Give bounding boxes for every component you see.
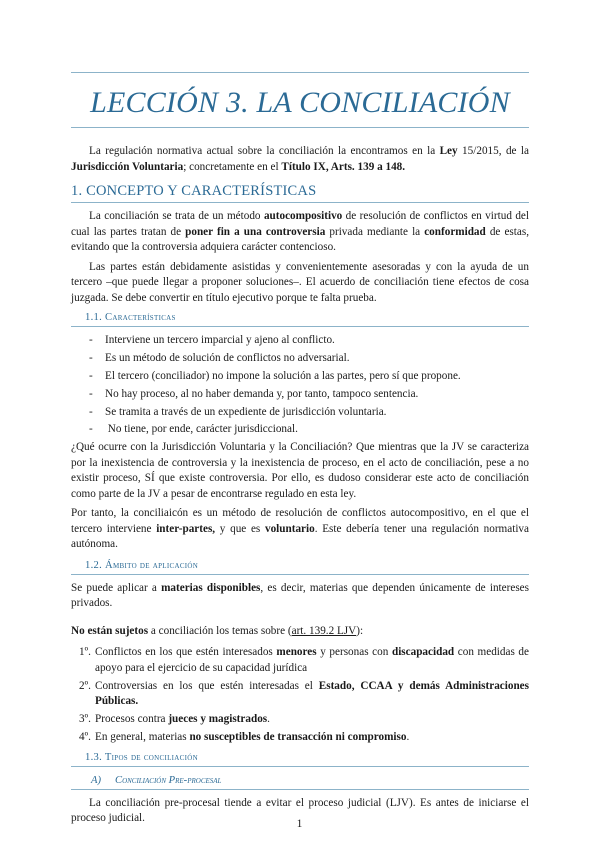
page-content	[71, 72, 529, 831]
list-number: 3º.	[79, 713, 91, 726]
text-run: ):	[356, 624, 364, 637]
list-item	[71, 730, 529, 746]
characteristics-list	[71, 333, 529, 438]
text-run: y personas con	[316, 646, 392, 659]
bold-run: materias disponibles	[161, 581, 261, 594]
text-run: , es decir, materias que dependen únicamente de intereses privados.	[71, 581, 529, 610]
bold-run: Jurisdicción Voluntaria	[71, 160, 184, 173]
text-run: de resolución de conflictos en virtud del cual las partes tratan de	[71, 210, 529, 238]
section1-paragraph-1	[71, 209, 529, 256]
bold-run: discapacidad	[391, 646, 455, 659]
subsection-heading-1-1: 1.1. Características	[71, 310, 529, 327]
exclusions-list	[71, 645, 529, 745]
title-top-rule	[71, 72, 529, 73]
list-number: 2º.	[79, 679, 91, 692]
bold-run: no susceptibles de transacción ni compromiso	[189, 731, 407, 744]
text-run: 15/2015, de la	[457, 145, 529, 157]
text-run: Se puede aplicar a	[71, 581, 162, 594]
conclusion-paragraph	[71, 506, 529, 553]
list-item-text: Interviene un tercero imparcial y ajeno al conflicto.	[105, 334, 335, 346]
list-dash: -	[89, 351, 93, 364]
text-run: En general, materias	[95, 731, 190, 744]
list-item-text: Se tramita a través de un expediente de jurisdicción voluntaria.	[105, 405, 387, 418]
list-number: 1º.	[79, 646, 91, 659]
text-run: La conciliación se trata de un método	[89, 210, 264, 222]
bold-run: poner fin a una controversia	[185, 225, 326, 238]
subsubsection-heading-a	[71, 773, 529, 790]
text-run: de estas, evitando que la controversia adquiera carácter contencioso.	[71, 225, 529, 253]
bold-run: menores	[276, 646, 317, 659]
list-dash: -	[89, 369, 93, 382]
text-run: .	[267, 713, 270, 726]
list-item	[71, 405, 529, 421]
list-item-text: El tercero (conciliador) no impone la solución a las partes, pero sí que propone.	[105, 369, 461, 382]
text-run: a conciliación los temas sobre (	[148, 624, 292, 637]
list-item	[71, 679, 529, 710]
bold-run: conformidad	[424, 225, 486, 238]
text-run: Conflictos en los que estén interesados	[95, 646, 277, 659]
intro-paragraph	[71, 144, 529, 175]
bold-run: No están sujetos	[71, 624, 149, 637]
bold-run: inter-partes,	[156, 522, 216, 535]
list-item	[71, 369, 529, 385]
preprocess-paragraph: La conciliación pre-procesal tiende a evitar el proceso judicial (LJV). Es antes de iniciarse el proceso judicial.	[71, 796, 529, 825]
text-run: La regulación normativa actual sobre la conciliación la encontramos en la	[89, 145, 440, 157]
section1-paragraph-2: Las partes están debidamente asistidas y convenientemente asesoradas y con la ayuda de un tercero –que puede llegar a proponer soluciones–. El acuerdo de conciliación tiene efectos de cosa juzgada. Se debe convertir en título ejecutivo porque te falta prueba.	[71, 260, 529, 304]
bold-run: voluntario	[264, 522, 315, 535]
text-run: Controversias en los que estén interesadas el	[95, 679, 319, 692]
exclusions-paragraph	[71, 624, 529, 640]
text-run: privada mediante la	[325, 225, 425, 238]
law-reference: art. 139.2 LJV	[291, 624, 357, 637]
page-number: 1	[296, 818, 303, 830]
bold-run: Título IX, Arts. 139 a 148.	[281, 160, 406, 173]
list-item	[71, 387, 529, 403]
heading-text: Conciliación Pre-procesal	[115, 774, 222, 786]
list-dash: -	[89, 334, 93, 346]
title-bottom-rule	[71, 127, 529, 128]
list-item-text: Es un método de solución de conflictos no adversarial.	[105, 351, 350, 364]
scope-paragraph	[71, 581, 529, 612]
page-title: LECCIÓN 3. LA CONCILIACIÓN	[90, 86, 510, 119]
text-run: Procesos contra	[95, 713, 169, 726]
list-item	[71, 645, 529, 676]
bold-run: autocompositivo	[263, 210, 343, 222]
list-item	[71, 351, 529, 367]
section-heading-1: 1. CONCEPTO Y CARACTERÍSTICAS	[71, 181, 529, 203]
list-dash: -	[89, 423, 93, 436]
jv-question-paragraph: ¿Qué ocurre con la Jurisdicción Voluntaria y la Conciliación? Que mientras que la JV se caracteriza por la inexistencia de controversia y la inexistencia de proceso, en el acto de conciliación, pese a no existir proceso, SÍ que existe controversia. Por ello, es dudoso considerar este acto de conciliación como parte de la JV a pesar de encontrarse regulado en esta ley.	[71, 441, 529, 500]
list-item	[71, 333, 529, 349]
text-run: . Este debería tener una regulación normativa autónoma.	[71, 522, 529, 551]
list-dash: -	[89, 387, 93, 400]
list-number: 4º.	[79, 731, 91, 744]
text-run: Por tanto, la conciliaicón es un método de resolución de conflictos autocompositivo, en el que el tercero interviene	[71, 507, 529, 535]
list-dash: -	[89, 405, 93, 418]
text-run: .	[406, 731, 410, 744]
list-item	[71, 422, 529, 438]
bold-run: Ley	[439, 145, 458, 157]
list-item-text: No hay proceso, al no haber demanda y, por tanto, tampoco sentencia.	[105, 387, 419, 400]
bold-run: Estado, CCAA y demás Administraciones Públicas.	[95, 679, 529, 708]
text-run: con medidas de apoyo para el ejercicio de su capacidad jurídica	[95, 646, 529, 674]
heading-label: A)	[91, 774, 101, 786]
list-item-text: No tiene, por ende, carácter jurisdiccional.	[105, 423, 298, 436]
subsection-heading-1-2: 1.2. Ámbito de aplicación	[71, 558, 529, 575]
list-item	[71, 712, 529, 728]
subsection-heading-1-3: 1.3. Tipos de conciliación	[71, 750, 529, 767]
bold-run: jueces y magistrados	[168, 713, 268, 726]
text-run: y que es	[215, 522, 265, 535]
text-run: ; concretamente en el	[183, 160, 282, 173]
